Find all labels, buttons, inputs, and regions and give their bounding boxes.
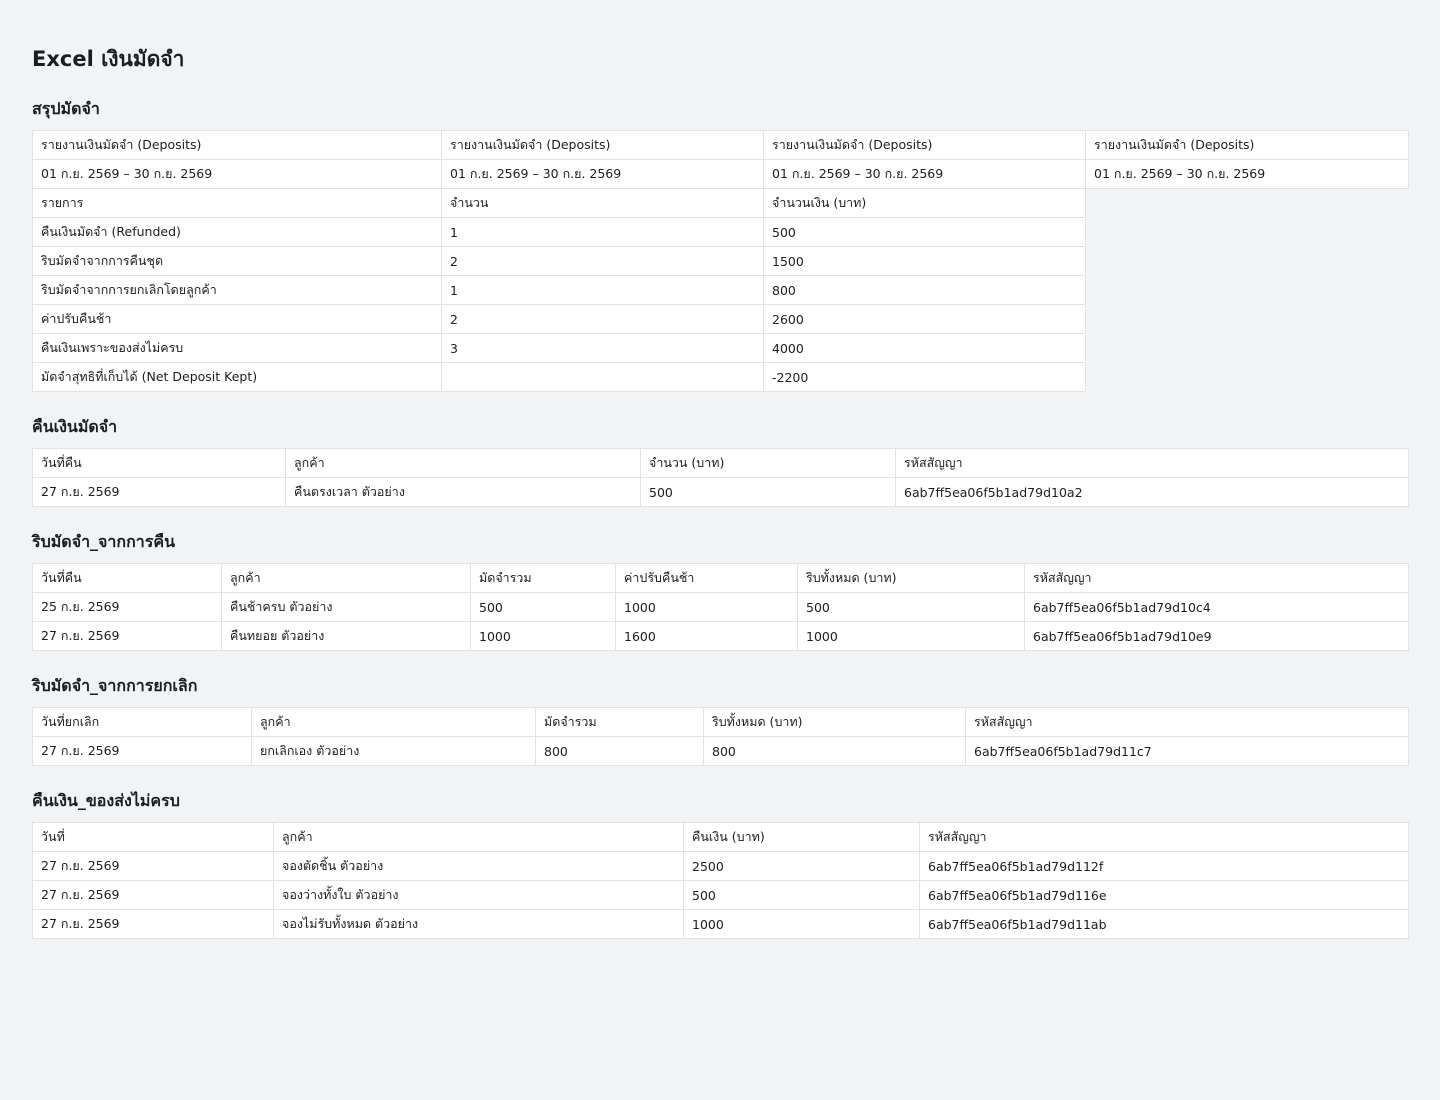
amount-cell[interactable]: 800 (764, 276, 1086, 305)
contract-id-cell[interactable]: 6ab7ff5ea06f5b1ad79d116e (920, 881, 1409, 910)
header-cell[interactable]: จำนวนเงิน (บาท) (764, 189, 1086, 218)
summary-row (33, 276, 1409, 305)
header-cell[interactable]: รหัสสัญญา (920, 823, 1409, 852)
contract-id-cell[interactable]: 6ab7ff5ea06f5b1ad79d112f (920, 852, 1409, 881)
empty-cell (1086, 334, 1409, 363)
refund-amount-cell[interactable]: 2500 (684, 852, 920, 881)
empty-cell (1086, 218, 1409, 247)
summary-row (33, 334, 1409, 363)
refunds-table (32, 448, 1409, 507)
summary-title: สรุปมัดจำ (32, 99, 100, 118)
item-cell[interactable]: คืนเงินมัดจำ (Refunded) (33, 218, 442, 247)
period-cell[interactable]: 01 ก.ย. 2569 – 30 ก.ย. 2569 (1086, 160, 1409, 189)
incomplete-refunds-section (32, 790, 1408, 939)
header-cell[interactable]: วันที่ยกเลิก (33, 708, 252, 737)
forfeit-cancel-table (32, 707, 1409, 766)
item-cell[interactable]: ริบมัดจำจากการคืนชุด (33, 247, 442, 276)
date-cell[interactable]: 27 ก.ย. 2569 (33, 910, 274, 939)
empty-cell (1086, 189, 1409, 218)
header-cell[interactable]: รหัสสัญญา (896, 449, 1409, 478)
amount-cell[interactable]: -2200 (764, 363, 1086, 392)
deposit-cell[interactable]: 800 (536, 737, 704, 766)
summary-section (32, 98, 1408, 392)
refund-amount-cell[interactable]: 500 (684, 881, 920, 910)
report-title-cell[interactable]: รายงานเงินมัดจำ (Deposits) (442, 131, 764, 160)
header-cell[interactable]: ลูกค้า (222, 564, 471, 593)
summary-table (32, 130, 1409, 392)
amount-cell[interactable]: 500 (641, 478, 896, 507)
late-fee-cell[interactable]: 1600 (616, 622, 798, 651)
incomplete-refunds-header-row (33, 823, 1409, 852)
header-cell[interactable]: มัดจำรวม (536, 708, 704, 737)
page-title: Excel เงินมัดจำ (32, 47, 185, 71)
forfeit-return-table (32, 563, 1409, 651)
forfeit-cancel-header-row (33, 708, 1409, 737)
header-cell[interactable]: ริบทั้งหมด (บาท) (704, 708, 966, 737)
contract-id-cell[interactable]: 6ab7ff5ea06f5b1ad79d10a2 (896, 478, 1409, 507)
customer-cell[interactable]: จองตัดชิ้น ตัวอย่าง (274, 852, 684, 881)
refund-amount-cell[interactable]: 1000 (684, 910, 920, 939)
header-cell[interactable]: จำนวน (บาท) (641, 449, 896, 478)
summary-row (33, 305, 1409, 334)
refunds-section (32, 416, 1408, 507)
table-row (33, 737, 1409, 766)
table-row (33, 910, 1409, 939)
table-row (33, 881, 1409, 910)
summary-row (33, 247, 1409, 276)
count-cell[interactable]: 1 (442, 218, 764, 247)
customer-cell[interactable]: ยกเลิกเอง ตัวอย่าง (252, 737, 536, 766)
deposit-cell[interactable]: 1000 (471, 622, 616, 651)
customer-cell[interactable]: จองไม่รับทั้งหมด ตัวอย่าง (274, 910, 684, 939)
forfeit-total-cell[interactable]: 500 (798, 593, 1025, 622)
item-cell[interactable]: ค่าปรับคืนช้า (33, 305, 442, 334)
amount-cell[interactable]: 4000 (764, 334, 1086, 363)
customer-cell[interactable]: จองว่างทั้งใบ ตัวอย่าง (274, 881, 684, 910)
summary-header-row (33, 189, 1409, 218)
refunds-title: คืนเงินมัดจำ (32, 417, 118, 436)
forfeit-return-section (32, 531, 1408, 651)
contract-id-cell[interactable]: 6ab7ff5ea06f5b1ad79d11ab (920, 910, 1409, 939)
date-cell[interactable]: 27 ก.ย. 2569 (33, 478, 286, 507)
header-cell[interactable]: คืนเงิน (บาท) (684, 823, 920, 852)
table-row (33, 478, 1409, 507)
table-row (33, 593, 1409, 622)
deposit-cell[interactable]: 500 (471, 593, 616, 622)
summary-row (33, 218, 1409, 247)
report-title-cell[interactable]: รายงานเงินมัดจำ (Deposits) (764, 131, 1086, 160)
summary-report-title-row (33, 131, 1409, 160)
table-row (33, 622, 1409, 651)
late-fee-cell[interactable]: 1000 (616, 593, 798, 622)
count-cell[interactable] (442, 363, 764, 392)
item-cell[interactable]: คืนเงินเพราะของส่งไม่ครบ (33, 334, 442, 363)
customer-cell[interactable]: คืนทยอย ตัวอย่าง (222, 622, 471, 651)
count-cell[interactable]: 1 (442, 276, 764, 305)
incomplete-refunds-table (32, 822, 1409, 939)
header-cell[interactable]: จำนวน (442, 189, 764, 218)
header-cell[interactable]: รหัสสัญญา (966, 708, 1409, 737)
period-cell[interactable]: 01 ก.ย. 2569 – 30 ก.ย. 2569 (764, 160, 1086, 189)
item-cell[interactable]: มัดจำสุทธิที่เก็บได้ (Net Deposit Kept) (33, 363, 442, 392)
header-cell[interactable]: ค่าปรับคืนช้า (616, 564, 798, 593)
customer-cell[interactable]: คืนตรงเวลา ตัวอย่าง (286, 478, 641, 507)
table-row (33, 852, 1409, 881)
customer-cell[interactable]: คืนช้าครบ ตัวอย่าง (222, 593, 471, 622)
header-cell[interactable]: ลูกค้า (274, 823, 684, 852)
header-cell[interactable]: ริบทั้งหมด (บาท) (798, 564, 1025, 593)
empty-cell (1086, 247, 1409, 276)
contract-id-cell[interactable]: 6ab7ff5ea06f5b1ad79d11c7 (966, 737, 1409, 766)
count-cell[interactable]: 2 (442, 247, 764, 276)
count-cell[interactable]: 3 (442, 334, 764, 363)
header-cell[interactable]: มัดจำรวม (471, 564, 616, 593)
header-cell[interactable]: วันที่ (33, 823, 274, 852)
header-cell[interactable]: รหัสสัญญา (1025, 564, 1409, 593)
forfeit-return-header-row (33, 564, 1409, 593)
contract-id-cell[interactable]: 6ab7ff5ea06f5b1ad79d10e9 (1025, 622, 1409, 651)
forfeit-cancel-section (32, 675, 1408, 766)
empty-cell (1086, 305, 1409, 334)
header-cell[interactable]: ลูกค้า (286, 449, 641, 478)
incomplete-refunds-title: คืนเงิน_ของส่งไม่ครบ (32, 791, 180, 810)
date-cell[interactable]: 27 ก.ย. 2569 (33, 852, 274, 881)
header-cell[interactable]: รายการ (33, 189, 442, 218)
summary-period-row (33, 160, 1409, 189)
period-cell[interactable]: 01 ก.ย. 2569 – 30 ก.ย. 2569 (442, 160, 764, 189)
date-cell[interactable]: 27 ก.ย. 2569 (33, 881, 274, 910)
header-cell[interactable]: ลูกค้า (252, 708, 536, 737)
empty-cell (1086, 276, 1409, 305)
refunds-header-row (33, 449, 1409, 478)
report-title-cell[interactable]: รายงานเงินมัดจำ (Deposits) (33, 131, 442, 160)
header-cell[interactable]: วันที่คืน (33, 564, 222, 593)
report-title-cell[interactable]: รายงานเงินมัดจำ (Deposits) (1086, 131, 1409, 160)
amount-cell[interactable]: 2600 (764, 305, 1086, 334)
period-cell[interactable]: 01 ก.ย. 2569 – 30 ก.ย. 2569 (33, 160, 442, 189)
forfeit-return-title: ริบมัดจำ_จากการคืน (32, 532, 175, 551)
amount-cell[interactable]: 1500 (764, 247, 1086, 276)
date-cell[interactable]: 25 ก.ย. 2569 (33, 593, 222, 622)
summary-total-row (33, 363, 1409, 392)
forfeit-total-cell[interactable]: 1000 (798, 622, 1025, 651)
item-cell[interactable]: ริบมัดจำจากการยกเลิกโดยลูกค้า (33, 276, 442, 305)
empty-cell (1086, 363, 1409, 392)
amount-cell[interactable]: 500 (764, 218, 1086, 247)
count-cell[interactable]: 2 (442, 305, 764, 334)
header-cell[interactable]: วันที่คืน (33, 449, 286, 478)
contract-id-cell[interactable]: 6ab7ff5ea06f5b1ad79d10c4 (1025, 593, 1409, 622)
forfeit-total-cell[interactable]: 800 (704, 737, 966, 766)
date-cell[interactable]: 27 ก.ย. 2569 (33, 622, 222, 651)
date-cell[interactable]: 27 ก.ย. 2569 (33, 737, 252, 766)
forfeit-cancel-title: ริบมัดจำ_จากการยกเลิก (32, 676, 198, 695)
